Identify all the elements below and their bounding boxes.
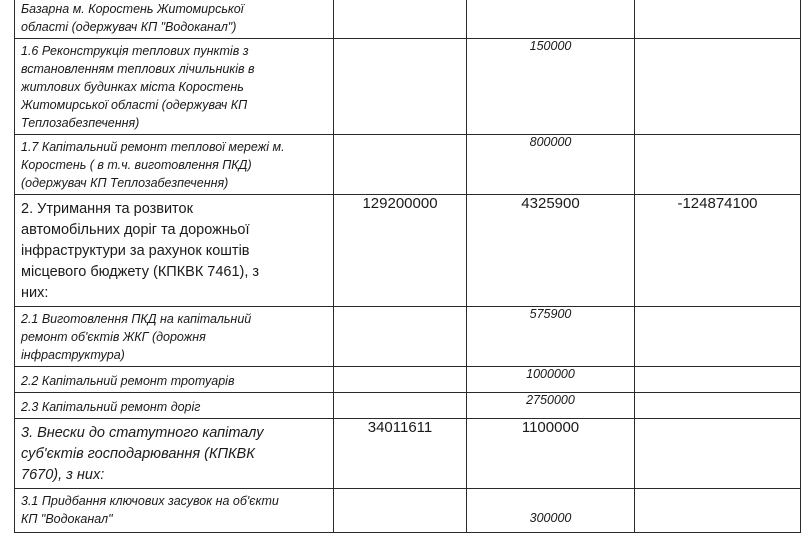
row-description: 2. Утримання та розвиток автомобільних доріг та дорожньої інфраструктури за рахунок коштів місцевого бюджету (КПКВК 7461), з них: <box>21 201 260 301</box>
diff-cell <box>635 393 801 419</box>
new-value: 150000 <box>529 39 572 53</box>
table-row <box>15 419 801 489</box>
plan-value: 34011611 <box>367 419 433 436</box>
table-row <box>15 367 801 393</box>
new-cell <box>467 307 635 367</box>
description-cell <box>15 393 334 419</box>
row-description: 2.2 Капітальний ремонт тротуарів <box>21 374 235 388</box>
row-description: 3.1 Придбання ключових засувок на об'єкти КП "Водоканал" <box>21 494 279 526</box>
diff-value <box>635 419 800 422</box>
description-cell <box>15 419 334 489</box>
diff-cell <box>635 489 801 533</box>
row-description: 2.3 Капітальний ремонт доріг <box>21 400 201 414</box>
plan-value: 129200000 <box>362 195 438 212</box>
description-cell <box>15 307 334 367</box>
row-description: 1.6 Реконструкція теплових пунктів з встановленням теплових лічильників в житлових будинках міста Коростень Житомирської області (одержувач КП Теплозабезпечення) <box>21 44 255 130</box>
new-value: 800000 <box>529 135 572 149</box>
plan-cell <box>334 489 467 533</box>
plan-value <box>334 489 466 491</box>
diff-value <box>635 135 800 137</box>
new-value: 1000000 <box>526 367 575 381</box>
new-value <box>467 0 634 3</box>
new-value: 1100000 <box>521 419 580 436</box>
new-cell <box>467 489 635 533</box>
row-description: 3. Внески до статутного капіталу суб'єктів господарювання (КПКВК 7670), з них: <box>21 425 264 483</box>
table-row <box>15 195 801 307</box>
description-cell <box>15 367 334 393</box>
table-row <box>15 39 801 135</box>
diff-cell <box>635 0 801 39</box>
budget-table <box>14 0 801 533</box>
diff-cell <box>635 307 801 367</box>
new-cell <box>467 393 635 419</box>
new-cell <box>467 195 635 307</box>
row-description: Базарна м. Коростень Житомирської області (одержувач КП "Водоканал") <box>21 2 244 34</box>
new-cell <box>467 0 635 39</box>
diff-value <box>635 393 800 395</box>
table-row <box>15 393 801 419</box>
plan-value <box>334 393 466 395</box>
new-value: 2750000 <box>526 393 575 407</box>
diff-value <box>635 39 800 41</box>
plan-value <box>334 307 466 309</box>
description-cell <box>15 135 334 195</box>
plan-cell <box>334 135 467 195</box>
plan-value <box>334 367 466 369</box>
plan-cell <box>334 393 467 419</box>
row-description: 2.1 Виготовлення ПКД на капітальний ремонт об'єктів ЖКГ (дорожня інфраструктура) <box>21 312 252 362</box>
plan-cell <box>334 307 467 367</box>
table-row <box>15 489 801 533</box>
plan-cell <box>334 195 467 307</box>
table-row <box>15 307 801 367</box>
plan-cell <box>334 39 467 135</box>
table-row <box>15 0 801 39</box>
diff-value <box>635 489 800 491</box>
new-cell <box>467 367 635 393</box>
diff-cell <box>635 419 801 489</box>
diff-value <box>635 367 800 369</box>
plan-cell <box>334 367 467 393</box>
diff-cell <box>635 135 801 195</box>
plan-value <box>334 135 466 137</box>
table-row <box>15 135 801 195</box>
new-value: 4325900 <box>521 195 580 212</box>
new-cell <box>467 419 635 489</box>
diff-cell <box>635 195 801 307</box>
new-cell <box>467 135 635 195</box>
description-cell <box>15 489 334 533</box>
diff-value <box>635 307 800 309</box>
description-cell <box>15 195 334 307</box>
new-value: 575900 <box>529 307 572 321</box>
plan-value <box>334 39 466 41</box>
row-description: 1.7 Капітальний ремонт теплової мережі м. Коростень ( в т.ч. виготовлення ПКД) (одержувач КП Теплозабезпечення) <box>21 140 285 190</box>
description-cell <box>15 39 334 135</box>
plan-cell <box>334 419 467 489</box>
new-value: 300000 <box>529 511 572 525</box>
plan-cell <box>334 0 467 39</box>
diff-value: -124874100 <box>677 195 758 212</box>
diff-cell <box>635 367 801 393</box>
description-cell <box>15 0 334 39</box>
diff-cell <box>635 39 801 135</box>
new-cell <box>467 39 635 135</box>
